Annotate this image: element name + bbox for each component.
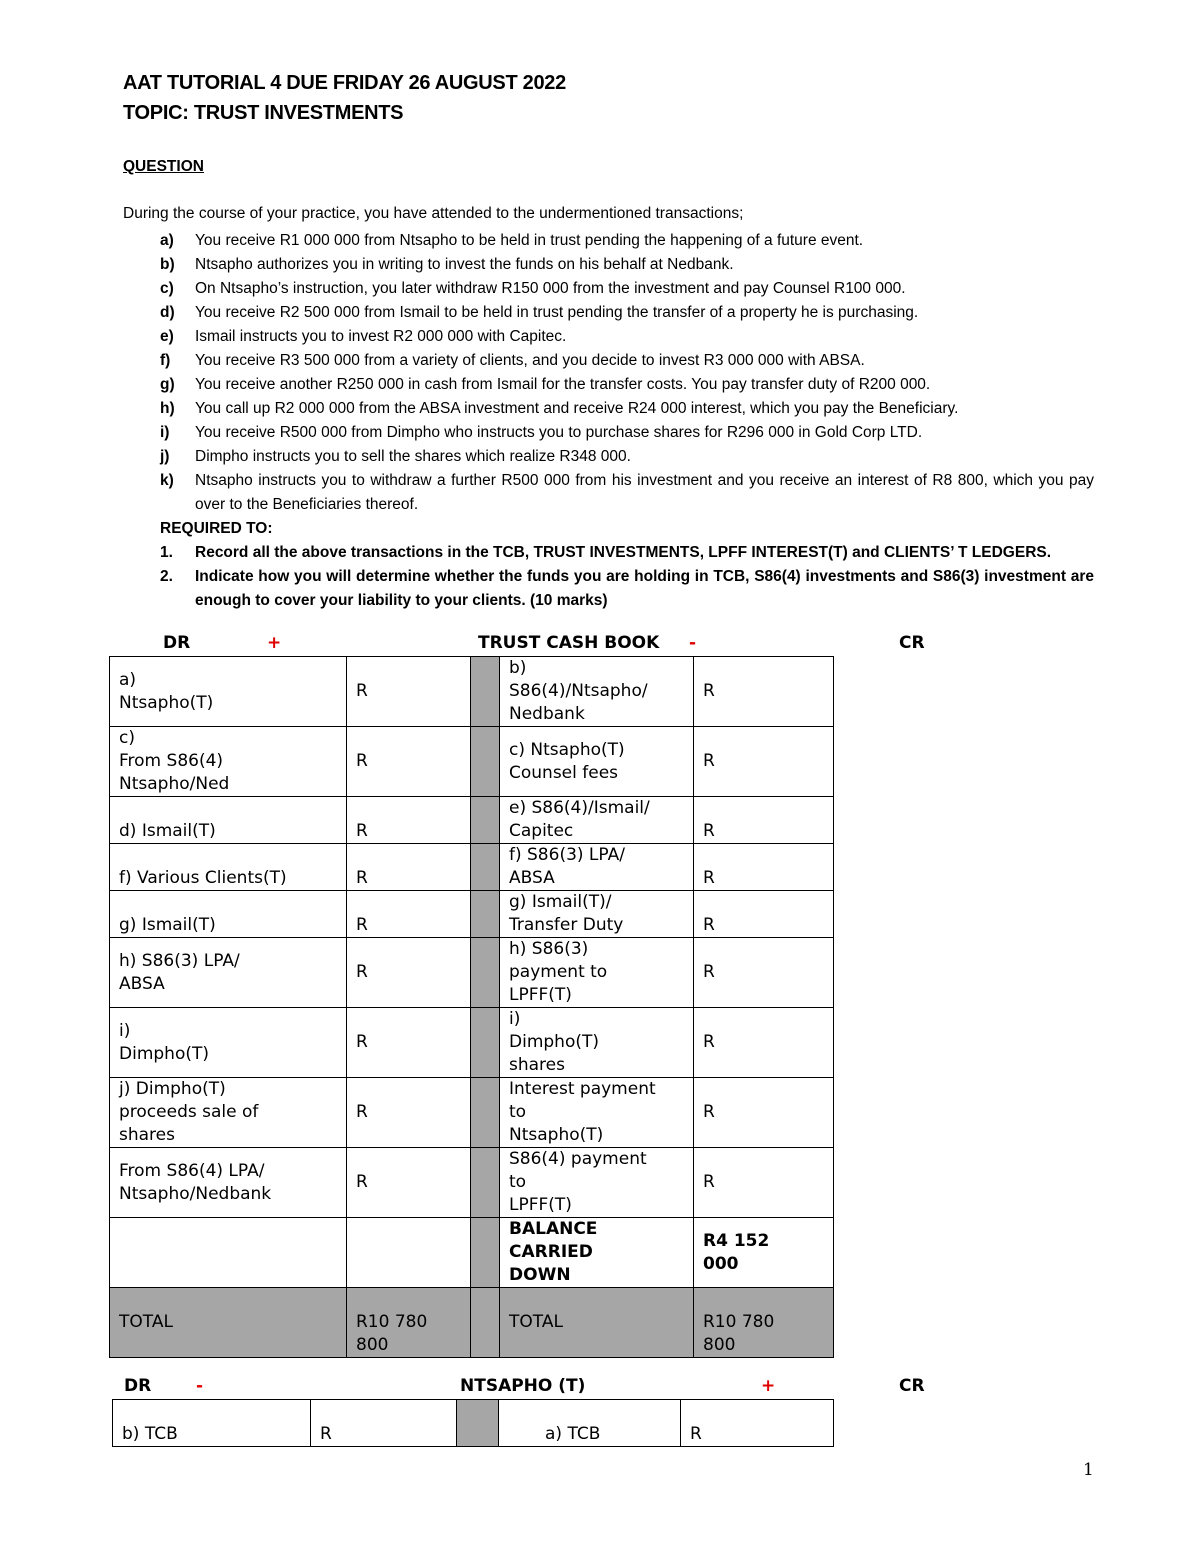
credit-amount-cell: R (694, 1008, 834, 1078)
ntsapho-ledger-table (112, 1399, 834, 1447)
debit-amount-cell: R (311, 1400, 457, 1447)
column-divider (471, 1288, 500, 1358)
credit-amount-cell: R (681, 1400, 834, 1447)
debit-amount-cell: R (347, 844, 471, 891)
balance-row (110, 1218, 834, 1288)
credit-amount-cell: R (694, 657, 834, 727)
column-divider (471, 797, 500, 844)
tcb-minus-sign: - (689, 633, 697, 653)
required-item (160, 541, 1094, 565)
debit-label-cell: a) Ntsapho(T) (110, 657, 347, 727)
credit-label-cell: g) Ismail(T)/ Transfer Duty (500, 891, 694, 938)
tcb-title: TRUST CASH BOOK (478, 633, 660, 653)
table-row (110, 1008, 834, 1078)
table-row (110, 727, 834, 797)
debit-amount-cell: R (347, 657, 471, 727)
item-label: j) (160, 448, 170, 465)
credit-amount-cell: R (694, 797, 834, 844)
debit-label-cell: j) Dimpho(T) proceeds sale of shares (110, 1078, 347, 1148)
item-text: You call up R2 000 000 from the ABSA investment and receive R24 000 interest, which you pay the Beneficiary. (195, 400, 959, 417)
item-text: Ismail instructs you to invest R2 000 000 with Capitec. (195, 328, 567, 345)
column-divider (471, 1008, 500, 1078)
transaction-item (160, 229, 1094, 253)
column-divider (471, 657, 500, 727)
debit-label-cell (110, 1218, 347, 1288)
item-label: i) (160, 424, 170, 441)
tcb-cr-label: CR (899, 633, 925, 653)
item-text: Ntsapho instructs you to withdraw a further R500 000 from his investment and you receive an interest of R8 800, which you pay over to the Beneficiaries thereof. (195, 472, 1094, 513)
transaction-item (160, 253, 1094, 277)
debit-label-cell: g) Ismail(T) (110, 891, 347, 938)
credit-amount-cell: R (694, 727, 834, 797)
transaction-item (160, 301, 1094, 325)
required-label: 1. (160, 544, 173, 561)
ntsapho-cr-label: CR (899, 1376, 925, 1396)
credit-amount-cell: R (694, 1148, 834, 1218)
credit-amount-cell: R (694, 844, 834, 891)
item-label: c) (160, 280, 174, 297)
column-divider (471, 844, 500, 891)
transaction-item (160, 349, 1094, 373)
column-divider (471, 1218, 500, 1288)
debit-label-cell: h) S86(3) LPA/ ABSA (110, 938, 347, 1008)
ntsapho-minus-sign: - (196, 1376, 204, 1396)
transaction-list (160, 229, 1094, 613)
debit-amount-cell: R (347, 938, 471, 1008)
item-text: You receive R2 500 000 from Ismail to be held in trust pending the transfer of a property he is purchasing. (195, 304, 919, 321)
credit-total-label-cell: TOTAL (500, 1288, 694, 1358)
required-text: Indicate how you will determine whether the funds you are holding in TCB, S86(4) investments and S86(3) investment are enough to cover your liability to your clients. (10 marks) (195, 568, 1094, 609)
item-text: You receive R500 000 from Dimpho who instructs you to purchase shares for R296 000 in Gold Corp LTD. (195, 424, 923, 441)
table-row (110, 844, 834, 891)
item-label: b) (160, 256, 175, 273)
item-label: a) (160, 232, 174, 249)
debit-label-cell: d) Ismail(T) (110, 797, 347, 844)
item-label: f) (160, 352, 171, 369)
item-text: You receive R3 500 000 from a variety of clients, and you decide to invest R3 000 000 with ABSA. (195, 352, 865, 369)
debit-total-label-cell: TOTAL (110, 1288, 347, 1358)
trust-cash-book-table (109, 656, 834, 1358)
credit-amount-cell: R (694, 938, 834, 1008)
column-divider (457, 1400, 499, 1447)
column-divider (471, 727, 500, 797)
item-label: d) (160, 304, 175, 321)
balance-label-cell: BALANCE CARRIED DOWN (500, 1218, 694, 1288)
debit-amount-cell (347, 1218, 471, 1288)
transaction-item (160, 445, 1094, 469)
table-row (113, 1400, 834, 1447)
document-topic: TOPIC: TRUST INVESTMENTS (123, 102, 404, 124)
credit-label-cell: a) TCB (499, 1400, 681, 1447)
debit-amount-cell: R (347, 797, 471, 844)
credit-amount-cell: R (694, 1078, 834, 1148)
debit-label-cell: f) Various Clients(T) (110, 844, 347, 891)
item-label: h) (160, 400, 175, 417)
table-row (110, 1148, 834, 1218)
document-title: AAT TUTORIAL 4 DUE FRIDAY 26 AUGUST 2022 (123, 72, 566, 94)
table-row (110, 797, 834, 844)
item-text: You receive R1 000 000 from Ntsapho to be held in trust pending the happening of a future event. (195, 232, 864, 249)
required-text: Record all the above transactions in the TCB, TRUST INVESTMENTS, LPFF INTEREST(T) and CLIENTS’ T LEDGERS. (195, 544, 1052, 561)
transaction-item (160, 397, 1094, 421)
page-number: 1 (1083, 1460, 1094, 1480)
credit-amount-cell: R (694, 891, 834, 938)
debit-amount-cell: R (347, 1148, 471, 1218)
debit-amount-cell: R (347, 891, 471, 938)
transaction-item (160, 421, 1094, 445)
debit-total-amount-cell: R10 780 800 (347, 1288, 471, 1358)
required-item (160, 565, 1094, 613)
required-label: 2. (160, 568, 173, 585)
credit-total-amount-cell: R10 780 800 (694, 1288, 834, 1358)
debit-label-cell: c) From S86(4) Ntsapho/Ned (110, 727, 347, 797)
credit-label-cell: f) S86(3) LPA/ ABSA (500, 844, 694, 891)
question-intro: During the course of your practice, you have attended to the undermentioned transactions; (123, 205, 744, 222)
column-divider (471, 938, 500, 1008)
credit-label-cell: Interest payment to Ntsapho(T) (500, 1078, 694, 1148)
ntsapho-plus-sign: + (761, 1376, 776, 1396)
debit-amount-cell: R (347, 1008, 471, 1078)
item-text: On Ntsapho’s instruction, you later withdraw R150 000 from the investment and pay Counsel R100 000. (195, 280, 906, 297)
ntsapho-dr-label: DR (124, 1376, 152, 1396)
credit-label-cell: e) S86(4)/Ismail/ Capitec (500, 797, 694, 844)
debit-amount-cell: R (347, 727, 471, 797)
item-text: You receive another R250 000 in cash from Ismail for the transfer costs. You pay transfer duty of R200 000. (195, 376, 931, 393)
total-row (110, 1288, 834, 1358)
required-heading: REQUIRED TO: (160, 520, 273, 537)
tcb-plus-sign: + (267, 633, 282, 653)
ntsapho-title: NTSAPHO (T) (460, 1376, 586, 1396)
item-text: Ntsapho authorizes you in writing to invest the funds on his behalf at Nedbank. (195, 256, 734, 273)
transaction-item (160, 469, 1094, 517)
debit-label-cell: i) Dimpho(T) (110, 1008, 347, 1078)
table-row (110, 657, 834, 727)
question-heading: QUESTION (123, 158, 204, 175)
table-row (110, 891, 834, 938)
item-label: g) (160, 376, 175, 393)
column-divider (471, 891, 500, 938)
item-label: k) (160, 472, 174, 489)
tcb-dr-label: DR (163, 633, 191, 653)
credit-label-cell: b) S86(4)/Ntsapho/ Nedbank (500, 657, 694, 727)
credit-label-cell: h) S86(3) payment to LPFF(T) (500, 938, 694, 1008)
item-label: e) (160, 328, 174, 345)
transaction-item (160, 277, 1094, 301)
table-row (110, 1078, 834, 1148)
debit-label-cell: From S86(4) LPA/ Ntsapho/Nedbank (110, 1148, 347, 1218)
item-text: Dimpho instructs you to sell the shares which realize R348 000. (195, 448, 631, 465)
debit-amount-cell: R (347, 1078, 471, 1148)
column-divider (471, 1148, 500, 1218)
table-row (110, 938, 834, 1008)
transaction-item (160, 325, 1094, 349)
column-divider (471, 1078, 500, 1148)
credit-label-cell: S86(4) payment to LPFF(T) (500, 1148, 694, 1218)
credit-label-cell: i) Dimpho(T) shares (500, 1008, 694, 1078)
balance-amount-cell: R4 152 000 (694, 1218, 834, 1288)
transaction-item (160, 373, 1094, 397)
credit-label-cell: c) Ntsapho(T) Counsel fees (500, 727, 694, 797)
debit-label-cell: b) TCB (113, 1400, 311, 1447)
